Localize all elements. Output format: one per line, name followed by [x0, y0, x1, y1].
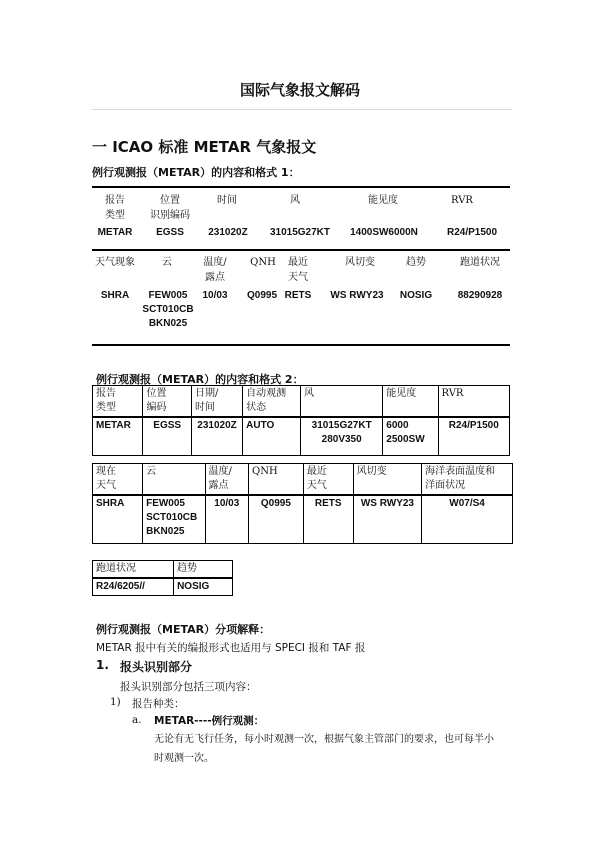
suba-title: METAR----例行观测： [154, 715, 265, 727]
table1-value-3: 31015G27KT [269, 227, 331, 238]
table2-header-4: 风 [301, 386, 383, 418]
table1-value-4: 1400SW6000N [350, 227, 418, 238]
table1-value2-4: RETS [284, 290, 312, 301]
table4-header-0: 跑道状况 [93, 561, 174, 579]
table4-value-1: NOSIG [174, 578, 233, 596]
suba-number: a. [132, 714, 142, 726]
table3-header-2: 温度/ 露点 [205, 464, 249, 496]
table1-value2-3: Q0995 [246, 290, 278, 301]
table1-value2-1: FEW005 SCT010CB BKN025 [142, 290, 194, 329]
table3-header-4: 最近 天气 [303, 464, 353, 496]
table2-value-4: 31015G27KT 280V350 [301, 417, 383, 455]
table2-value-5: 6000 2500SW [383, 417, 438, 455]
table3-value-3: Q0995 [249, 495, 304, 543]
table3 [92, 463, 513, 544]
table1-header-3: 风 [290, 195, 300, 206]
table2-value-2: 231020Z [191, 417, 242, 455]
table2-header-6: RVR [438, 386, 509, 418]
table2-header-0: 报告 类型 [93, 386, 143, 418]
table2 [92, 385, 510, 456]
table3-header-5: 风切变 [353, 464, 421, 496]
section-heading: 一 ICAO 标准 METAR 气象报文 [92, 138, 317, 156]
table1-value-2: 231020Z [208, 227, 248, 238]
table2-header-3: 自动观测 状态 [243, 386, 301, 418]
table2-value-1: EGSS [143, 417, 192, 455]
table1-header2-6: 趋势 [406, 257, 426, 268]
table1-header2-1: 云 [162, 257, 172, 268]
table3-value-4: RETS [303, 495, 353, 543]
table3-value-2: 10/03 [205, 495, 249, 543]
document-title: 国际气象报文解码 [239, 81, 360, 99]
table1-header2-7: 跑道状况 [460, 257, 500, 268]
table1-header-4: 能见度 [368, 195, 398, 206]
table4-header-1: 趋势 [174, 561, 233, 579]
table3-value-5: WS RWY23 [353, 495, 421, 543]
suba-line1: 无论有无飞行任务，每小时观测一次，根据气象主管部门的要求，也可每半小 [154, 734, 494, 745]
table2-header-1: 位置 编码 [143, 386, 192, 418]
table1-header-1: 位置 识别编码 [150, 195, 190, 221]
item1-text: 报头识别部分包括三项内容： [120, 681, 257, 693]
table3-header-1: 云 [143, 464, 205, 496]
table2-value-3: AUTO [243, 417, 301, 455]
table1-header-0: 报告 类型 [105, 195, 125, 221]
item1-number: 1. [96, 658, 109, 672]
table1-value-5: R24/P1500 [446, 227, 498, 238]
table1-value2-0: SHRA [100, 290, 130, 301]
table3-header-6: 海洋表面温度和 洋面状况 [422, 464, 513, 496]
table1-value2-6: NOSIG [399, 290, 433, 301]
table2-value-0: METAR [93, 417, 143, 455]
table3-value-6: W07/S4 [422, 495, 513, 543]
table1-header2-0: 天气现象 [95, 257, 135, 268]
table1-mid-rule [92, 249, 510, 251]
table1-value2-7: 88290928 [457, 290, 503, 301]
explanation-intro: METAR 报中有关的编报形式也适用与 SPECI 报和 TAF 报 [96, 642, 366, 654]
header-divider [92, 109, 512, 110]
table1-value-0: METAR [97, 227, 133, 238]
table1-header2-2: 温度/ 露点 [203, 257, 227, 283]
table4-value-0: R24/6205// [93, 578, 174, 596]
suba-line2: 时观测一次。 [154, 753, 214, 764]
table1-top-rule [92, 186, 510, 188]
table1-value-1: EGSS [156, 227, 184, 238]
table3-value-0: SHRA [93, 495, 143, 543]
table2-caption: 例行观测报（METAR）的内容和格式 2： [96, 373, 304, 386]
table3-value-1: FEW005 SCT010CB BKN025 [143, 495, 205, 543]
table1-value2-5: WS RWY23 [330, 290, 384, 301]
item1-title: 报头识别部分 [120, 660, 193, 674]
table1-header-2: 时间 [217, 195, 237, 206]
explanation-caption: 例行观测报（METAR）分项解释： [96, 623, 271, 636]
table2-value-6: R24/P1500 [438, 417, 509, 455]
table4 [92, 560, 233, 596]
table1-caption: 例行观测报（METAR）的内容和格式 1： [92, 166, 300, 179]
table3-header-3: QNH [249, 464, 304, 496]
table1-value2-2: 10/03 [202, 290, 228, 301]
table3-header-0: 现在 天气 [93, 464, 143, 496]
table2-header-5: 能见度 [383, 386, 438, 418]
table2-header-2: 日期/ 时间 [191, 386, 242, 418]
table1-header2-5: 风切变 [345, 257, 375, 268]
table1-header2-3: QNH [250, 257, 276, 268]
table1-header2-4: 最近 天气 [288, 257, 308, 283]
sub1-text: 报告种类： [132, 698, 185, 710]
table1-header-5: RVR [451, 195, 473, 206]
table1-bottom-rule [92, 344, 510, 346]
sub1-number: 1) [110, 696, 121, 708]
